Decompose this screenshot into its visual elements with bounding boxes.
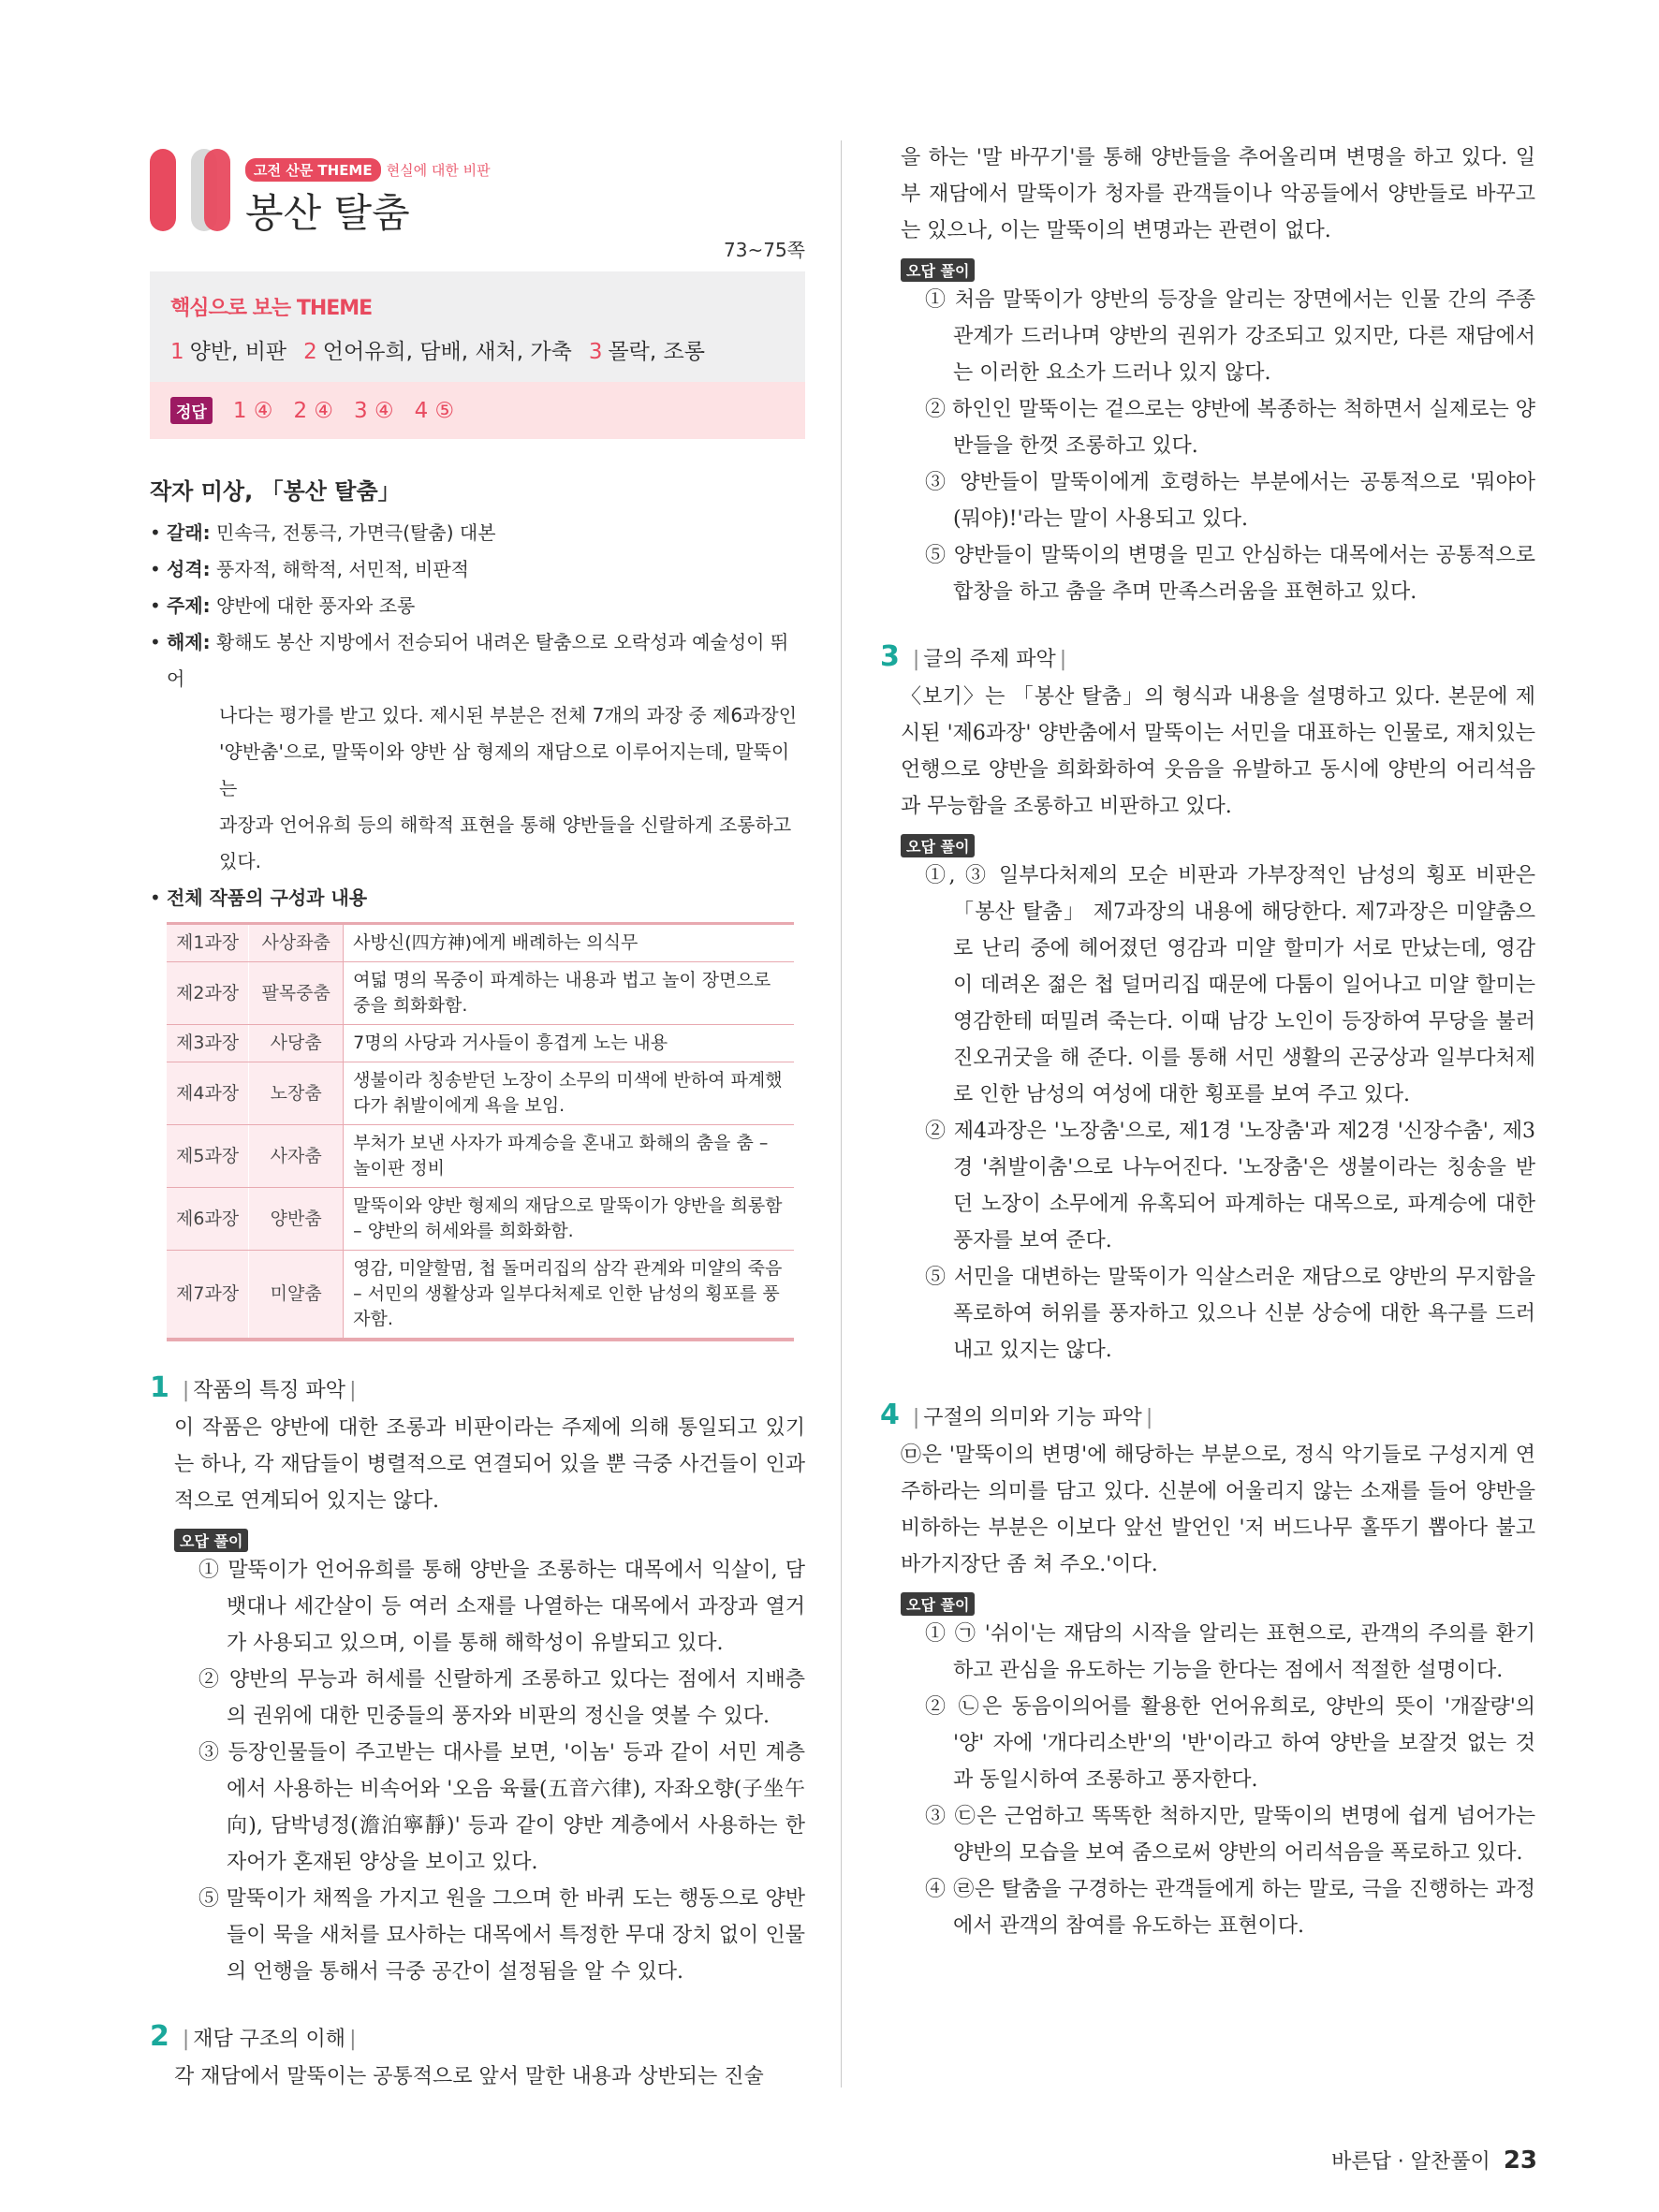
theme-item: 1 양반, 비판 [170,340,287,364]
answer-item: 1 ④ [232,398,273,423]
table-row: 제3과장 사당춤 7명의 사당과 거사들이 흥겹게 노는 내용 [167,1025,794,1062]
unit-tags [245,158,491,182]
answer-option: ② ㉡은 동음이의어를 활용한 언어유희로, 양반의 뜻이 '개잘량'의 '양' 자에 '개다리소반'의 '반'이라고 하여 양반을 보잘것 없는 것과 동일시하여 조롱하고 풍자한다. [925,1695,1535,1792]
info-commentary-cont: 있다. [219,850,261,872]
structure-table [167,922,794,1341]
answer-option: ⑤ 서민을 대변하는 말뚝이가 익살스러운 재담으로 양반의 무지함을 폭로하여 허위를 풍자하고 있으나 신분 상승에 대한 욕구를 드러내고 있지는 않다. [925,1266,1535,1362]
question-3-heading: 3 | 글의 주제 파악 | [880,640,1067,673]
answer-option: ④ ㉣은 탈춤을 구경하는 관객들에게 하는 말로, 극을 진행하는 과정에서 관객의 참여를 유도하는 표현이다. [925,1878,1535,1938]
table-row: 제7과장 미얄춤 영감, 미얄할멈, 첩 돌머리집의 삼각 관계와 미얄의 죽음 – 서민의 생활상과 일부다처제로 인한 남성의 횡포를 풍자함. [167,1251,794,1340]
work-info [150,515,805,916]
answer-option: ⑤ 말뚝이가 채찍을 가지고 원을 그으며 한 바퀴 도는 행동으로 양반들이 묵을 새처를 묘사하는 대목에서 특정한 무대 장치 없이 인물의 언행을 통해서 극중 공간이 설정됨을 알 수 있다. [198,1887,805,1984]
table-row: 제2과장 팔목중춤 여덟 명의 목중이 파계하는 내용과 법고 놀이 장면으로 중을 희화화함. [167,962,794,1025]
table-row: 제4과장 노장춤 생불이라 칭송받던 노장이 소무의 미색에 반하여 파계했다가 취발이에게 욕을 보임. [167,1062,794,1125]
unit-tag-theme: 현실에 대한 비판 [386,162,491,179]
question-4-heading: 4 | 구절의 의미와 기능 파악 | [880,1399,1153,1431]
info-structure-label: • 전체 작품의 구성과 내용 [150,880,805,916]
answer-option: ③ 등장인물들이 주고받는 대사를 보면, '이놈' 등과 같이 서민 계층에서 사용하는 비속어와 '오음 육률(五音六律), 자좌오향(子坐午向), 담박녕정(澹泊寧靜)' 등과 같이 양반 계층에서 사용하는 한자어가 혼재된 양상을 보이고 있다. [198,1741,805,1874]
info-genre: • 갈래: 민속극, 전통극, 가면극(탈춤) 대본 [150,515,805,551]
theme-label: 핵심으로 보는 THEME [170,297,373,320]
odap-label: 오답 풀이 [901,834,975,857]
info-commentary-cont: 나다는 평가를 받고 있다. 제시된 부분은 전체 7개의 과장 중 제6과장인 [219,704,798,726]
question-2-heading: 2 | 재담 구조의 이해 | [150,2020,357,2053]
answer-option: ①, ③ 일부다처제의 모순 비판과 가부장적인 남성의 횡포 비판은 「봉산 탈춤」 제7과장의 내용에 해당한다. 제7과장은 미얄춤으로 난리 중에 헤어졌던 영감과 미얄 할미가 서로 만났는데, 영감이 데려온 젊은 첩 덜머리집 때문에 다툼이 일어나고 미얄 할미는 영감한테 떠밀려 죽는다. 이때 남강 노인이 등장하여 무당을 불러 진오귀굿을 해 준다. 이를 통해 서민 생활의 곤궁상과 일부다처제로 인한 남성의 여성에 대한 횡포를 보여 주고 있다. [925,864,1535,1106]
info-commentary-cont: 과장과 언어유희 등의 해학적 표현을 통해 양반들을 신랄하게 조롱하고 [219,813,792,836]
unit-title: 봉산 탈춤 [245,190,410,236]
odap-label: 오답 풀이 [901,258,975,282]
question-3-body: 〈보기〉는 「봉산 탈춤」의 형식과 내용을 설명하고 있다. 본문에 제시된 '제6과장' 양반춤에서 말뚝이는 서민을 대표하는 인물로, 재치있는 언행으로 양반을 희화화하여 웃음을 유발하고 동시에 양반의 어리석음과 무능함을 조롱하고 비판하고 있다. [901,685,1535,818]
answer-item: 2 ④ [293,398,334,423]
theme-box [150,271,805,382]
info-nature: • 성격: 풍자적, 해학적, 서민적, 비판적 [150,551,805,588]
table-row: 제6과장 양반춤 말뚝이와 양반 형제의 재담으로 말뚝이가 양반을 희롱함 – 양반의 허세와를 희화화함. [167,1188,794,1251]
answer-option: ① 말뚝이가 언어유희를 통해 양반을 조롱하는 대목에서 익살이, 담뱃대나 세간살이 등 여러 소재를 나열하는 대목에서 과장과 열거가 사용되고 있으며, 이를 통해 해학성이 유발되고 있다. [198,1559,805,1655]
question-2-body: 각 재담에서 말뚝이는 공통적으로 앞서 말한 내용과 상반되는 진술 [174,2065,764,2088]
table-row: 제5과장 사자춤 부처가 보낸 사자가 파계승을 혼내고 화해의 춤을 춤 – 놀이판 정비 [167,1125,794,1188]
work-title: 작자 미상, 「봉산 탈춤」 [150,478,401,505]
answer-item: 3 ④ [354,398,394,423]
answer-option: ② 하인인 말뚝이는 겉으로는 양반에 복종하는 척하면서 실제로는 양반들을 한껏 조롱하고 있다. [925,398,1535,458]
unit-number-graphic [148,149,234,231]
odap-label: 오답 풀이 [901,1592,975,1616]
question-2-body-cont: 을 하는 '말 바꾸기'를 통해 양반들을 추어올리며 변명을 하고 있다. 일부 재담에서 말뚝이가 청자를 관객들이나 악공들에서 양반들로 바꾸고는 있으나, 이는 말뚝이의 변명과는 관련이 없다. [901,146,1535,242]
answer-option: ① 처음 말뚝이가 양반의 등장을 알리는 장면에서는 인물 간의 주종 관계가 드러나며 양반의 권위가 강조되고 있지만, 다른 재담에서는 이러한 요소가 드러나 있지 않다. [925,288,1535,385]
theme-items [170,334,785,365]
odap-label: 오답 풀이 [174,1529,248,1552]
left-column [150,145,805,2095]
unit-tag-pill: 고전 산문 THEME [245,158,381,182]
right-column [880,134,1535,1944]
theme-item: 3 몰락, 조롱 [588,340,705,364]
answer-box [150,382,805,439]
page-number: 23 [1503,2146,1537,2175]
answer-item: 4 ⑤ [414,398,455,423]
question-1-body: 이 작품은 양반에 대한 조롱과 비판이라는 주제에 의해 통일되고 있기는 하나, 각 재담들이 병렬적으로 연결되어 있을 뿐 극중 사건들이 인과적으로 연계되어 있지는 않다. [174,1416,805,1513]
info-commentary: • 해제: 황해도 봉산 지방에서 전승되어 내려온 탈춤으로 오락성과 예술성이 뛰어 [150,624,805,697]
answer-option: ② 양반의 무능과 허세를 신랄하게 조롱하고 있다는 점에서 지배층의 권위에 대한 민중들의 풍자와 비판의 정신을 엿볼 수 있다. [198,1668,805,1728]
footer-label: 바른답 · 알찬풀이 [1331,2150,1490,2174]
table-row: 제1과장 사상좌춤 사방신(四方神)에게 배례하는 의식무 [167,924,794,962]
info-commentary-cont: '양반춤'으로, 말뚝이와 양반 삼 형제의 재담으로 이루어지는데, 말뚝이는 [219,740,790,799]
page-footer [1331,2146,1537,2175]
page-range: 73~75쪽 [724,239,805,261]
answer-option: ③ ㉢은 근엄하고 똑똑한 척하지만, 말뚝이의 변명에 쉽게 넘어가는 양반의 모습을 보여 줌으로써 양반의 어리석음을 폭로하고 있다. [925,1805,1535,1865]
info-theme: • 주제: 양반에 대한 풍자와 조롱 [150,588,805,624]
unit-header [150,145,805,261]
answer-option: ⑤ 양반들이 말뚝이의 변명을 믿고 안심하는 대목에서는 공통적으로 합창을 하고 춤을 추며 만족스러움을 표현하고 있다. [925,544,1535,604]
column-divider [841,140,842,2087]
answer-option: ③ 양반들이 말뚝이에게 호령하는 부분에서는 공통적으로 '뭐야아(뭐야)!'라는 말이 사용되고 있다. [925,471,1535,531]
question-1-heading: 1 | 작품의 특징 파악 | [150,1371,357,1404]
answer-option: ① ㉠ '쉬이'는 재담의 시작을 알리는 표현으로, 관객의 주의를 환기하고 관심을 유도하는 기능을 한다는 점에서 적절한 설명이다. [925,1622,1535,1682]
answer-label: 정답 [170,397,213,424]
answer-option: ② 제4과장은 '노장춤'으로, 제1경 '노장춤'과 제2경 '신장수춤', 제3경 '취발이춤'으로 나누어진다. '노장춤'은 생불이라는 칭송을 받던 노장이 소무에게 유혹되어 파계하는 대목으로, 파계승에 대한 풍자를 보여 준다. [925,1120,1535,1252]
theme-item: 2 언어유희, 담배, 새처, 가축 [303,340,572,364]
question-4-body: ㉤은 '말뚝이의 변명'에 해당하는 부분으로, 정식 악기들로 구성지게 연주하라는 의미를 담고 있다. 신분에 어울리지 않는 소재를 들어 양반을 비하하는 부분은 이보다 앞선 발언인 '저 버드나무 홀뚜기 뽑아다 불고 바가지장단 좀 쳐 주오.'이다. [901,1443,1535,1576]
